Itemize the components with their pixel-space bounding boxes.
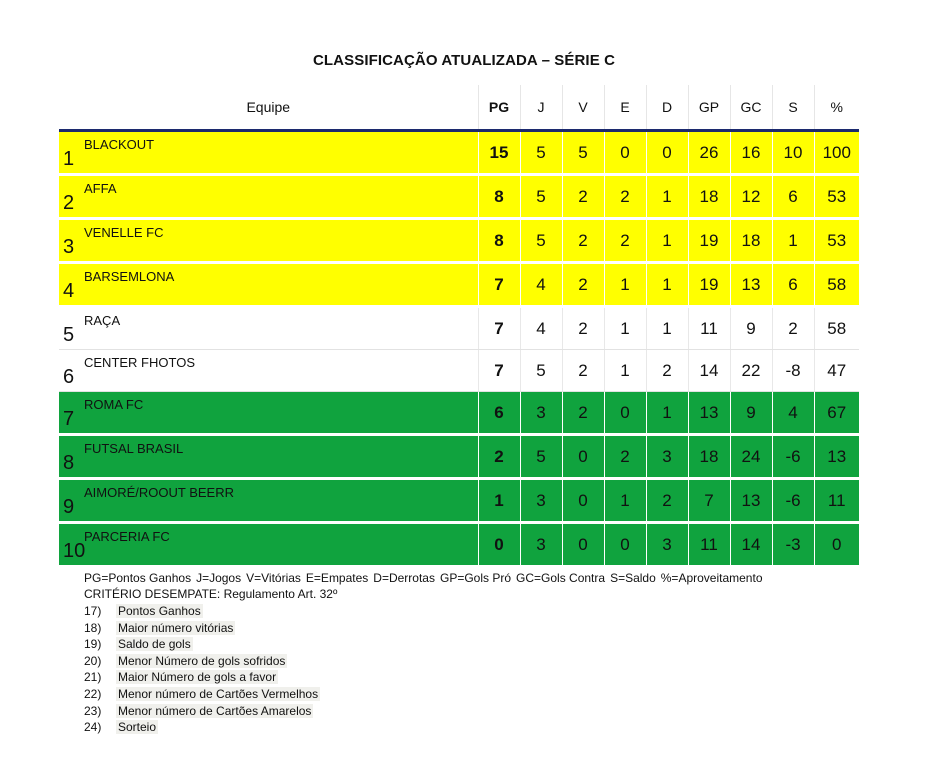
cell-v: 2 (562, 219, 604, 263)
cell-e: 1 (604, 350, 646, 392)
table-row (59, 435, 859, 479)
cell-d: 3 (646, 435, 688, 479)
cell-j: 3 (520, 479, 562, 523)
cell-gc: 13 (730, 263, 772, 307)
criteria-text: Menor número de Cartões Vermelhos (118, 686, 319, 701)
table-row (59, 479, 859, 523)
cell-j: 5 (520, 435, 562, 479)
cell-s: 6 (772, 175, 814, 219)
team-name: AFFA (84, 181, 117, 196)
table-row (59, 523, 859, 567)
cell-s: -6 (772, 479, 814, 523)
criteria-item (84, 686, 320, 703)
cell-pct: 13 (814, 435, 859, 479)
cell-pg: 0 (478, 523, 520, 567)
table-row (59, 392, 859, 435)
cell-pg: 15 (478, 131, 520, 175)
criteria-item (84, 653, 320, 670)
cell-e: 0 (604, 523, 646, 567)
criteria-item (84, 603, 320, 620)
page-title: CLASSIFICAÇÃO ATUALIZADA – SÉRIE C (312, 52, 615, 69)
criteria-number: 18) (84, 620, 102, 635)
cell-pct: 100 (814, 131, 859, 175)
team-name: BLACKOUT (84, 137, 155, 152)
cell-gp: 11 (688, 307, 730, 350)
header-pg: PG (478, 85, 520, 131)
cell-gc: 12 (730, 175, 772, 219)
cell-j: 5 (520, 175, 562, 219)
team-name: FUTSAL BRASIL (84, 441, 184, 456)
cell-e: 2 (604, 435, 646, 479)
cell-pct: 67 (814, 392, 859, 435)
table-row (59, 350, 859, 392)
criteria-text: Sorteio (118, 720, 157, 735)
position-number: 2 (63, 192, 75, 214)
cell-e: 1 (604, 479, 646, 523)
cell-e: 0 (604, 392, 646, 435)
cell-pg: 6 (478, 392, 520, 435)
cell-j: 3 (520, 523, 562, 567)
cell-pct: 53 (814, 219, 859, 263)
criteria-text: Maior número vitórias (118, 620, 234, 635)
legend-item: %=Aproveitamento (660, 571, 763, 585)
cell-d: 1 (646, 219, 688, 263)
criteria-text: Pontos Ganhos (118, 604, 201, 618)
table-row (59, 307, 859, 350)
cell-pg: 7 (478, 307, 520, 350)
legend-item: J=Jogos (196, 571, 242, 585)
criteria-number: 20) (84, 653, 102, 668)
cell-d: 1 (646, 263, 688, 307)
legend (84, 570, 768, 602)
cell-gp: 19 (688, 263, 730, 307)
cell-e: 2 (604, 175, 646, 219)
cell-v: 5 (562, 131, 604, 175)
cell-pg: 2 (478, 435, 520, 479)
cell-gp: 7 (688, 479, 730, 523)
cell-gc: 9 (730, 307, 772, 350)
legend-item: V=Vitórias (246, 571, 301, 585)
team-cell (59, 435, 478, 479)
cell-gc: 9 (730, 392, 772, 435)
table-row (59, 175, 859, 219)
criteria-number: 22) (84, 686, 102, 701)
cell-gp: 26 (688, 131, 730, 175)
cell-d: 1 (646, 392, 688, 435)
cell-v: 2 (562, 307, 604, 350)
team-name: RAÇA (84, 313, 121, 328)
header-equipe: Equipe (59, 85, 478, 131)
cell-j: 4 (520, 307, 562, 350)
criteria-number: 23) (84, 703, 102, 718)
cell-gc: 14 (730, 523, 772, 567)
cell-e: 1 (604, 307, 646, 350)
cell-v: 0 (562, 523, 604, 567)
cell-pg: 8 (478, 219, 520, 263)
cell-gp: 18 (688, 435, 730, 479)
header-gp: GP (688, 85, 730, 131)
cell-pct: 11 (814, 479, 859, 523)
cell-gp: 19 (688, 219, 730, 263)
cell-v: 2 (562, 392, 604, 435)
team-cell (59, 219, 478, 263)
position-number: 6 (63, 366, 75, 388)
cell-pct: 53 (814, 175, 859, 219)
position-number: 9 (63, 496, 75, 518)
cell-s: 2 (772, 307, 814, 350)
team-cell (59, 175, 478, 219)
header-row (59, 85, 859, 131)
team-name: ROMA FC (84, 397, 144, 412)
cell-v: 0 (562, 479, 604, 523)
cell-s: 6 (772, 263, 814, 307)
cell-v: 2 (562, 175, 604, 219)
cell-s: -8 (772, 350, 814, 392)
header-gc: GC (730, 85, 772, 131)
cell-gc: 13 (730, 479, 772, 523)
position-number: 1 (63, 148, 75, 170)
cell-s: 4 (772, 392, 814, 435)
legend-item: E=Empates (305, 571, 369, 585)
cell-e: 1 (604, 263, 646, 307)
team-cell (59, 307, 478, 350)
cell-pg: 7 (478, 350, 520, 392)
cell-v: 0 (562, 435, 604, 479)
legend-item: S=Saldo (610, 571, 656, 585)
table-row (59, 131, 859, 175)
header-j: J (520, 85, 562, 131)
cell-pct: 0 (814, 523, 859, 567)
criteria-item (84, 669, 320, 686)
cell-gp: 13 (688, 392, 730, 435)
cell-j: 5 (520, 350, 562, 392)
cell-d: 1 (646, 307, 688, 350)
team-cell (59, 479, 478, 523)
position-number: 10 (63, 540, 86, 562)
team-name: AIMORÉ/ROOUT BEERR (84, 485, 235, 500)
cell-pg: 8 (478, 175, 520, 219)
team-cell (59, 131, 478, 175)
cell-e: 0 (604, 131, 646, 175)
tiebreak-title: CRITÉRIO DESEMPATE: Regulamento Art. 32º (84, 587, 338, 601)
position-number: 8 (63, 452, 75, 474)
header-s: S (772, 85, 814, 131)
position-number: 7 (63, 408, 75, 430)
cell-d: 1 (646, 175, 688, 219)
cell-j: 5 (520, 131, 562, 175)
legend-item: GC=Gols Contra (516, 571, 606, 585)
team-cell (59, 523, 478, 567)
criteria-number: 21) (84, 670, 102, 685)
legend-item: PG=Pontos Ganhos (84, 571, 192, 585)
cell-v: 2 (562, 350, 604, 392)
cell-d: 3 (646, 523, 688, 567)
header-e: E (604, 85, 646, 131)
legend-item: GP=Gols Pró (439, 571, 512, 585)
criteria-item (84, 620, 320, 637)
cell-gp: 18 (688, 175, 730, 219)
cell-d: 0 (646, 131, 688, 175)
team-name: VENELLE FC (84, 225, 164, 240)
header-v: V (562, 85, 604, 131)
criteria-text: Menor Número de gols sofridos (118, 653, 286, 668)
team-cell (59, 350, 478, 392)
criteria-item (84, 636, 320, 653)
cell-v: 2 (562, 263, 604, 307)
table-row (59, 263, 859, 307)
criteria-item (84, 703, 320, 720)
criteria-text: Maior Número de gols a favor (118, 670, 277, 685)
cell-e: 2 (604, 219, 646, 263)
criteria-text: Menor número de Cartões Amarelos (118, 703, 312, 718)
criteria-number: 24) (84, 720, 102, 735)
cell-d: 2 (646, 479, 688, 523)
cell-j: 5 (520, 219, 562, 263)
header-d: D (646, 85, 688, 131)
cell-gc: 18 (730, 219, 772, 263)
team-name: CENTER FHOTOS (84, 355, 195, 370)
cell-pg: 1 (478, 479, 520, 523)
cell-j: 3 (520, 392, 562, 435)
cell-gc: 22 (730, 350, 772, 392)
team-cell (59, 263, 478, 307)
team-name: BARSEMLONA (84, 269, 175, 284)
cell-s: -3 (772, 523, 814, 567)
standings-table (59, 85, 859, 568)
cell-s: 10 (772, 131, 814, 175)
table-row (59, 219, 859, 263)
cell-pct: 58 (814, 307, 859, 350)
cell-pg: 7 (478, 263, 520, 307)
position-number: 5 (63, 324, 75, 346)
cell-s: 1 (772, 219, 814, 263)
cell-s: -6 (772, 435, 814, 479)
criteria-item (84, 719, 320, 736)
position-number: 3 (63, 236, 75, 258)
cell-pct: 58 (814, 263, 859, 307)
cell-gc: 24 (730, 435, 772, 479)
cell-gp: 11 (688, 523, 730, 567)
criteria-text: Saldo de gols (118, 637, 191, 652)
header-pct: % (814, 85, 859, 131)
team-name: PARCERIA FC (84, 529, 170, 544)
cell-gp: 14 (688, 350, 730, 392)
cell-d: 2 (646, 350, 688, 392)
cell-pct: 47 (814, 350, 859, 392)
tiebreak-criteria-list (84, 603, 320, 736)
criteria-number: 17) (84, 604, 102, 618)
team-cell (59, 392, 478, 435)
legend-item: D=Derrotas (373, 571, 435, 585)
criteria-number: 19) (84, 637, 102, 652)
cell-gc: 16 (730, 131, 772, 175)
position-number: 4 (63, 280, 75, 302)
cell-j: 4 (520, 263, 562, 307)
